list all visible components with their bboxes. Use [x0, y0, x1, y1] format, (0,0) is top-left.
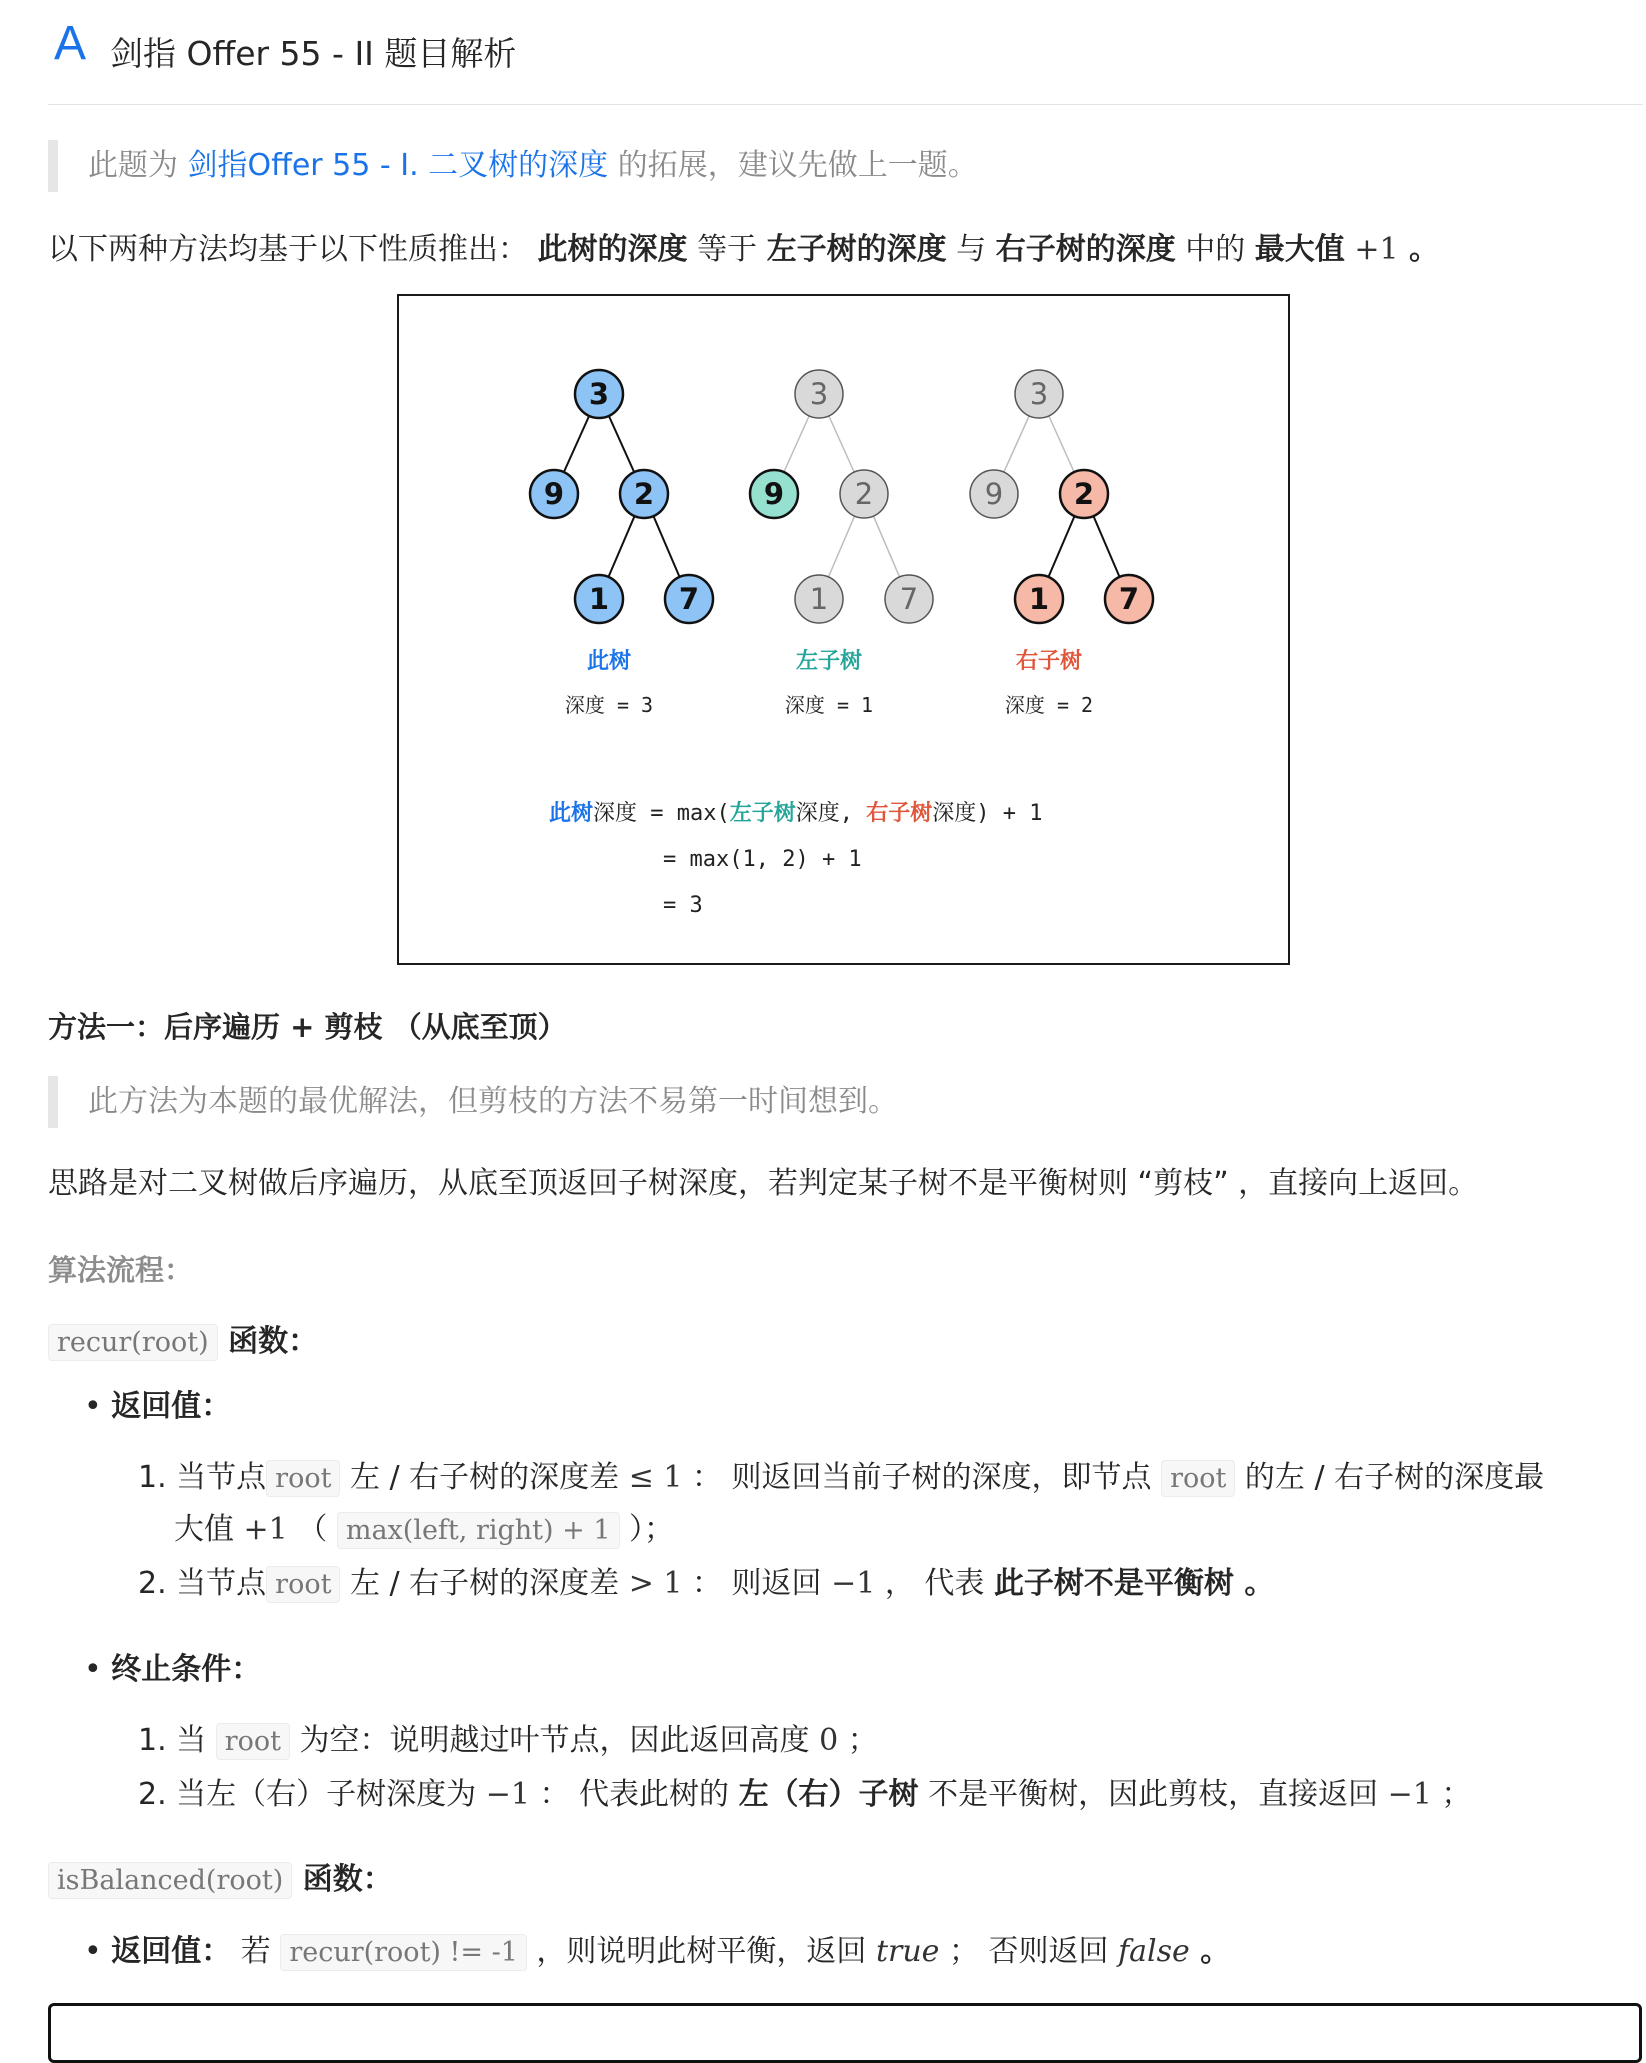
math: −1: [1387, 1777, 1432, 1812]
bold-text: 左（右）子树: [738, 1777, 919, 1812]
text: 。: [1189, 1934, 1231, 1969]
tree-depth-figure: [397, 294, 1290, 965]
tree-node-label: 1: [809, 582, 829, 616]
formula-part: 此树: [549, 801, 594, 826]
page-header: [48, 0, 1643, 105]
formula-part: 右子树: [866, 801, 933, 826]
code: root: [1161, 1460, 1235, 1497]
method1-quote: 此方法为本题的最优解法，但剪枝的方法不易第一时间想到。: [48, 1076, 898, 1128]
text: 。: [1233, 1566, 1275, 1601]
tree-node-label: 9: [543, 477, 565, 511]
bold-text: 终止条件：: [111, 1652, 262, 1687]
formula-line-3: = 3: [663, 893, 703, 918]
page-title: 剑指 Offer 55 - II 题目解析: [110, 34, 517, 73]
tree-depth-label: 深度 = 1: [784, 693, 874, 717]
formula-part: 深度 = max(: [593, 801, 730, 826]
math: −1: [831, 1566, 876, 1601]
bold-text: 此子树不是平衡树: [993, 1566, 1234, 1601]
isbalanced-function-title: [48, 1860, 393, 1901]
intro-quote: [48, 140, 978, 192]
list-item: 1. 当节点 root 左 / 右子树的深度差 ≤ 1 ： 则返回当前子树的深度，即节点 root 的左 / 右子树的深度最: [138, 1460, 1545, 1495]
tree-depth-label: 深度 = 2: [1004, 693, 1094, 717]
math: −1: [485, 1777, 530, 1812]
bold-text: 左子树的深度: [766, 232, 947, 267]
bullet-stop: • 终止条件：: [84, 1652, 262, 1687]
text: 不是平衡树，因此剪枝，直接返回: [918, 1777, 1388, 1812]
text: 等于: [687, 232, 767, 267]
logo-icon: A: [54, 17, 87, 70]
text: 当节点: [176, 1566, 267, 1601]
method1-heading: 方法一：后序遍历 + 剪枝 （从底至顶）: [48, 1010, 567, 1044]
list-item: 2. 当左（右）子树深度为 −1 ： 代表此树的 左（右）子树 不是平衡树，因此剪枝，直接返回 −1 ；: [138, 1777, 1472, 1812]
list-item: 1. 当 root 为空：说明越过叶节点，因此返回高度 0 ；: [138, 1723, 878, 1758]
text: 当左（右）子树深度为: [176, 1777, 486, 1812]
code-block-frame: [48, 2003, 1642, 2063]
text: （: [287, 1512, 337, 1547]
method1-idea: 思路是对二叉树做后序遍历，从底至顶返回子树深度，若判定某子树不是平衡树则 “剪枝” ，直接向上返回。: [48, 1166, 1479, 1201]
tree-node-label: 2: [854, 477, 874, 511]
text: 与: [946, 232, 996, 267]
tree-label: 左子树: [795, 649, 863, 674]
tree-node-label: 9: [984, 477, 1004, 511]
tree-node-label: 2: [633, 477, 655, 511]
recur-function-title: [48, 1322, 318, 1363]
formula-part: 深度,: [795, 801, 867, 826]
tree-node-label: 2: [1073, 477, 1095, 511]
algorithm-title: 算法流程：: [48, 1253, 194, 1287]
text: 若: [231, 1934, 281, 1969]
bold-text: 函数：: [217, 1324, 319, 1359]
formula-part: 左子树: [729, 801, 796, 826]
formula-line-1: [549, 800, 1043, 826]
text: 当: [176, 1723, 216, 1758]
bold-text: 右子树的深度: [995, 232, 1176, 267]
text: ，则说明此树平衡，返回: [526, 1934, 876, 1969]
quote-prefix: 此题为: [88, 148, 188, 183]
property-paragraph: [48, 230, 1439, 270]
text: ： 则返回当前子树的深度，即节点: [682, 1460, 1162, 1495]
quote-suffix: 的拓展，建议先做上一题。: [608, 148, 978, 183]
math: +1: [1354, 232, 1399, 267]
math: true: [875, 1934, 940, 1969]
math: +1: [243, 1512, 288, 1547]
tree-label: 此树: [586, 649, 632, 674]
code: root: [266, 1566, 340, 1603]
tree-node-label: 3: [1029, 377, 1049, 411]
text: 大值: [174, 1512, 244, 1547]
code: recur(root): [48, 1324, 218, 1361]
tree-diagram: [399, 296, 1288, 963]
math: 0: [819, 1723, 839, 1758]
text: 左 / 右子树的深度差: [340, 1566, 629, 1601]
math: ≤ 1: [628, 1460, 683, 1495]
formula-line-2: = max(1, 2) + 1: [663, 847, 862, 872]
text: 。: [1398, 232, 1440, 267]
list-item: 2. 当节点 root 左 / 右子树的深度差 > 1 ： 则返回 −1 ， 代表 此子树不是平衡树 。: [138, 1566, 1275, 1601]
tree-node-label: 9: [763, 477, 785, 511]
code: root: [216, 1723, 290, 1760]
bullet-isbalanced-return: • 返回值： 若 recur(root) != -1 ，则说明此树平衡，返回 true ； 否则返回 false 。: [84, 1934, 1231, 1969]
tree-node-label: 7: [1118, 582, 1140, 616]
tree-node-label: 3: [588, 377, 610, 411]
bold-text: 返回值：: [111, 1389, 232, 1424]
text: ；: [1431, 1777, 1472, 1812]
code: max(left, right) + 1: [337, 1512, 620, 1549]
tree-depth-label: 深度 = 3: [564, 693, 654, 717]
bold-text: 函数：: [292, 1862, 393, 1897]
math: > 1: [628, 1566, 683, 1601]
text: 中的: [1175, 232, 1255, 267]
bold-text: 此树的深度: [537, 232, 688, 267]
text: ： 代表此树的: [529, 1777, 739, 1812]
text: ；: [838, 1723, 878, 1758]
text: 左 / 右子树的深度差: [340, 1460, 629, 1495]
code: root: [266, 1460, 340, 1497]
list-item-continued: [174, 1510, 674, 1551]
bold-text: 最大值: [1254, 232, 1345, 267]
bullet-return: • 返回值：: [84, 1389, 232, 1424]
formula-part: 深度) + 1: [932, 801, 1043, 826]
text: ： 则返回: [682, 1566, 832, 1601]
tree-node-label: 7: [899, 582, 919, 616]
text: 的左 / 右子树的深度最: [1235, 1460, 1545, 1495]
text: 以下两种方法均基于以下性质推出：: [48, 232, 538, 267]
tree-node-label: 3: [809, 377, 829, 411]
previous-problem-link[interactable]: 剑指Offer 55 - I. 二叉树的深度: [187, 148, 609, 183]
tree-node-label: 1: [588, 582, 610, 616]
tree-node-label: 7: [678, 582, 700, 616]
tree-label: 右子树: [1015, 649, 1083, 674]
text: ， 代表: [875, 1566, 994, 1601]
text: ）；: [619, 1512, 675, 1547]
text: 当节点: [176, 1460, 267, 1495]
text: 为空：说明越过叶节点，因此返回高度: [290, 1723, 820, 1758]
text: ； 否则返回: [939, 1934, 1119, 1969]
math: false: [1118, 1934, 1190, 1969]
code: isBalanced(root): [48, 1862, 292, 1899]
tree-node-label: 1: [1028, 582, 1050, 616]
bold-text: 返回值：: [111, 1934, 232, 1969]
code: recur(root) != -1: [280, 1934, 527, 1971]
